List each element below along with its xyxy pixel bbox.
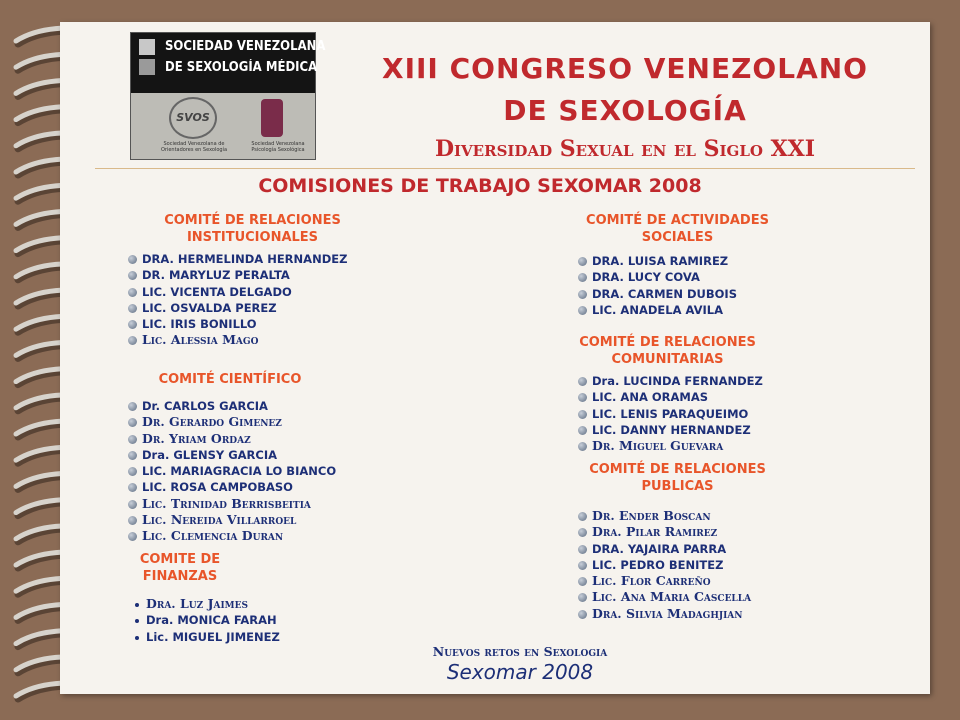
committee-members-list [578,508,751,622]
committee-title: COMITÉ DE RELACIONES PUBLICAS [589,462,766,494]
committee-members-list [578,373,763,454]
member-item: Dr. Gerardo Gimenez [128,414,336,430]
bullet-icon [128,467,137,476]
footer-event-name: Sexomar 2008 [446,660,594,684]
committee-title: COMITÉ DE RELACIONES INSTITUCIONALES [164,213,341,245]
committee-members-list [128,398,336,545]
bullet-icon [128,402,137,411]
bullet-icon [135,603,139,607]
committee-members-list [578,253,737,318]
member-item: Dr. Miguel Guevara [578,438,763,454]
member-item: Dra. Luz Jaimes [132,596,280,612]
member-item: DRA. LUISA RAMIREZ [578,253,737,269]
member-item: Dra. Silvia Madaghjian [578,606,751,622]
member-item: Dr. Ender Boscan [578,508,751,524]
member-item: LIC. MARIAGRACIA LO BIANCO [128,463,336,479]
bullet-icon [128,418,137,427]
divider-line [95,168,915,169]
bullet-icon [578,393,587,402]
member-item: LIC. OSVALDA PEREZ [128,300,347,316]
bullet-icon [578,512,587,521]
bullet-icon [128,320,137,329]
bullet-icon [128,516,137,525]
member-item: Dra. LUCINDA FERNANDEZ [578,373,763,389]
bullet-icon [135,636,139,640]
bullet-icon [578,377,587,386]
member-item: LIC. VICENTA DELGADO [128,284,347,300]
member-item: DRA. LUCY COVA [578,269,737,285]
bullet-icon [128,304,137,313]
member-item: DRA. CARMEN DUBOIS [578,286,737,302]
logo-line-1: SOCIEDAD VENEZOLANA [165,39,326,54]
member-item: Lic. Nereida Villarroel [128,512,336,528]
member-item: LIC. IRIS BONILLO [128,316,347,332]
congress-title-line-2: DE SEXOLOGÍA [503,94,747,127]
bullet-icon [578,561,587,570]
committee-title: COMITÉ DE ACTIVIDADES SOCIALES [586,213,769,245]
member-item: Dra. MONICA FARAH [132,612,280,628]
footer-tagline: Nuevos retos en Sexologia [432,644,608,659]
bullet-icon [578,577,587,586]
committee-members-list [132,596,280,645]
society-logos [130,32,326,160]
commissions-heading: COMISIONES DE TRABAJO SEXOMAR 2008 [258,175,702,197]
congress-subtitle: Diversidad Sexual en el Siglo XXI [434,136,816,162]
member-item: Dra. GLENSY GARCIA [128,447,336,463]
bullet-icon [578,528,587,537]
member-item: DR. MARYLUZ PERALTA [128,267,347,283]
bullet-icon [578,442,587,451]
member-item: Lic. Flor Carreño [578,573,751,589]
bullet-icon [578,545,587,554]
logo-line-2: DE SEXOLOGÍA MÉDICA [165,60,318,75]
svsm-logo-banner [131,33,326,93]
bullet-icon [578,306,587,315]
member-item: Dr. Yriam Ordaz [128,431,336,447]
committee-members-list [128,251,347,349]
bullet-icon [128,255,137,264]
committee-title: COMITÉ CIENTÍFICO [158,372,302,387]
member-item: DRA. HERMELINDA HERNANDEZ [128,251,347,267]
psicologia-sexologica-logo [261,99,283,137]
member-item: Lic. Alessia Mago [128,332,347,348]
member-item: LIC. ROSA CAMPOBASO [128,479,336,495]
member-item: Lic. MIGUEL JIMENEZ [132,629,280,645]
bullet-icon [578,410,587,419]
bullet-icon [135,619,139,623]
member-item: LIC. ANA ORAMAS [578,389,763,405]
bullet-icon [128,532,137,541]
member-item: LIC. DANNY HERNANDEZ [578,422,763,438]
member-item: LIC. ANADELA AVILA [578,302,737,318]
bullet-icon [578,426,587,435]
member-item: LIC. PEDRO BENITEZ [578,557,751,573]
member-item: Lic. Trinidad Berrisbeitia [128,496,336,512]
member-item: Lic. Ana Maria Cascella [578,589,751,605]
bullet-icon [128,435,137,444]
bullet-icon [128,500,137,509]
bullet-icon [128,288,137,297]
svos-caption: Sociedad Venezolana de Orientadores en Sexología [160,141,228,153]
bullet-icon [578,593,587,602]
bullet-icon [128,271,137,280]
bullet-icon [128,483,137,492]
member-item: Dr. CARLOS GARCIA [128,398,336,414]
committee-title: COMITE DE FINANZAS [139,552,221,584]
member-item: DRA. YAJAIRA PARRA [578,541,751,557]
psicologia-sexologica-caption: Sociedad Venezolana Psicología Sexológica [251,141,305,153]
bullet-icon [578,257,587,266]
bullet-icon [128,336,137,345]
member-item: LIC. LENIS PARAQUEIMO [578,406,763,422]
svos-logo: SVOS [169,97,217,139]
committee-title: COMITÉ DE RELACIONES COMUNITARIAS [579,335,756,367]
congress-title-line-1: XIII CONGRESO VENEZOLANO [382,52,868,85]
bullet-icon [578,273,587,282]
bullet-icon [128,451,137,460]
member-item: Dra. Pilar Ramirez [578,524,751,540]
bullet-icon [578,290,587,299]
member-item: Lic. Clemencia Duran [128,528,336,544]
bullet-icon [578,610,587,619]
